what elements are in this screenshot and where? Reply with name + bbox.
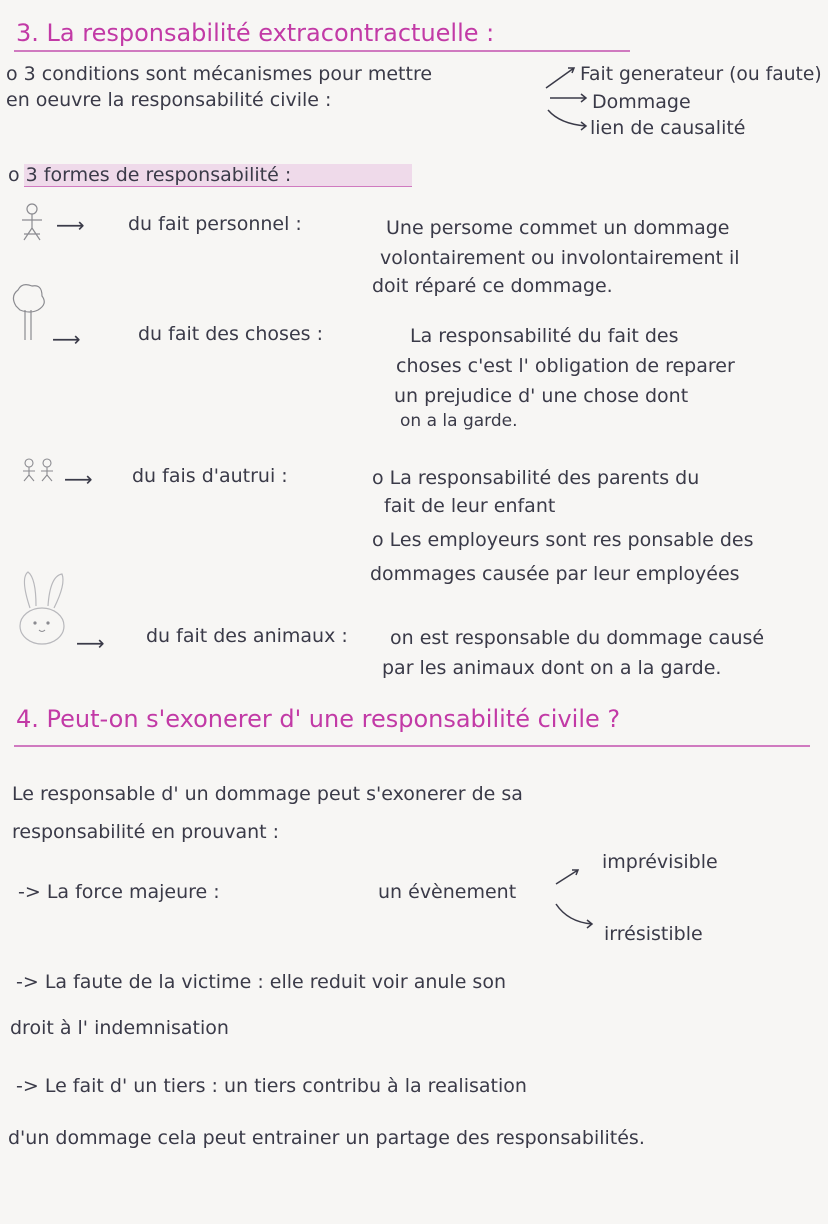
arrow-icon: ⟶ <box>76 631 105 655</box>
arrow-icon: ⟶ <box>64 467 93 491</box>
faute-victime-line2: droit à l' indemnisation <box>10 1017 229 1039</box>
condition-fait-generateur: Fait generateur (ou faute) <box>580 63 822 85</box>
fait-tiers-line2: d'un dommage cela peut entrainer un partage des responsabilités. <box>8 1127 645 1149</box>
form-text-line: on a la garde. <box>400 411 518 431</box>
tree-sketch-icon <box>8 282 48 342</box>
section3-title-underline <box>14 50 630 52</box>
form-text-line: Une persome commet un dommage <box>386 217 730 239</box>
form-label-fait-des-choses: du fait des choses : <box>138 323 323 345</box>
form-text-line: fait de leur enfant <box>384 495 556 517</box>
faute-victime-line1: -> La faute de la victime : elle reduit voir anule son <box>16 971 506 993</box>
arrow-icon: ⟶ <box>56 213 85 237</box>
form-text-line: volontairement ou involontairement il <box>380 247 740 269</box>
form-text-line: o La responsabilité des parents du <box>372 467 700 489</box>
arrow-icon: ⟶ <box>52 327 81 351</box>
form-text-line: doit réparé ce dommage. <box>372 275 613 297</box>
branch-imprevisible: imprévisible <box>602 851 718 873</box>
section3-title: 3. La responsabilité extracontractuelle : <box>16 19 495 47</box>
form-text-line: un prejudice d' une chose dont <box>394 385 689 407</box>
form-label-fait-animaux: du fait des animaux : <box>146 625 348 647</box>
section4-title: 4. Peut-on s'exonerer d' une responsabilité civile ? <box>16 705 621 733</box>
section4-intro-line2: responsabilité en prouvant : <box>12 821 280 843</box>
conditions-intro-line1: o 3 conditions sont mécanismes pour mettre <box>6 63 433 85</box>
form-text-line: choses c'est l' obligation de reparer <box>396 355 735 377</box>
section4-title-underline <box>14 745 810 747</box>
branch-arrows-icon <box>548 862 602 936</box>
branch-irresistible: irrésistible <box>604 923 703 945</box>
rabbit-sketch-icon <box>10 568 72 650</box>
force-majeure-label: -> La force majeure : <box>18 881 220 903</box>
section4-intro-line1: Le responsable d' un dommage peut s'exonerer de sa <box>12 783 523 805</box>
condition-lien-causalite: lien de causalité <box>590 117 746 139</box>
form-text-line: La responsabilité du fait des <box>410 325 679 347</box>
form-text-line: o Les employeurs sont res ponsable des <box>372 529 754 551</box>
form-label-fait-personnel: du fait personnel : <box>128 213 302 235</box>
form-label-fait-autrui: du fais d'autrui : <box>132 465 288 487</box>
condition-dommage: Dommage <box>592 91 691 113</box>
person-sketch-icon <box>18 202 46 242</box>
force-majeure-text: un évènement <box>378 881 517 903</box>
form-text-line: on est responsable du dommage causé <box>390 627 765 649</box>
conditions-intro-line2: en oeuvre la responsabilité civile : <box>6 89 332 111</box>
form-text-line: dommages causée par leur employées <box>370 563 740 585</box>
forms-heading: o 3 formes de responsabilité : <box>8 164 292 186</box>
people-sketch-icon <box>20 458 58 482</box>
form-text-line: par les animaux dont on a la garde. <box>382 657 722 679</box>
fait-tiers-line1: -> Le fait d' un tiers : un tiers contribu à la realisation <box>16 1075 527 1097</box>
